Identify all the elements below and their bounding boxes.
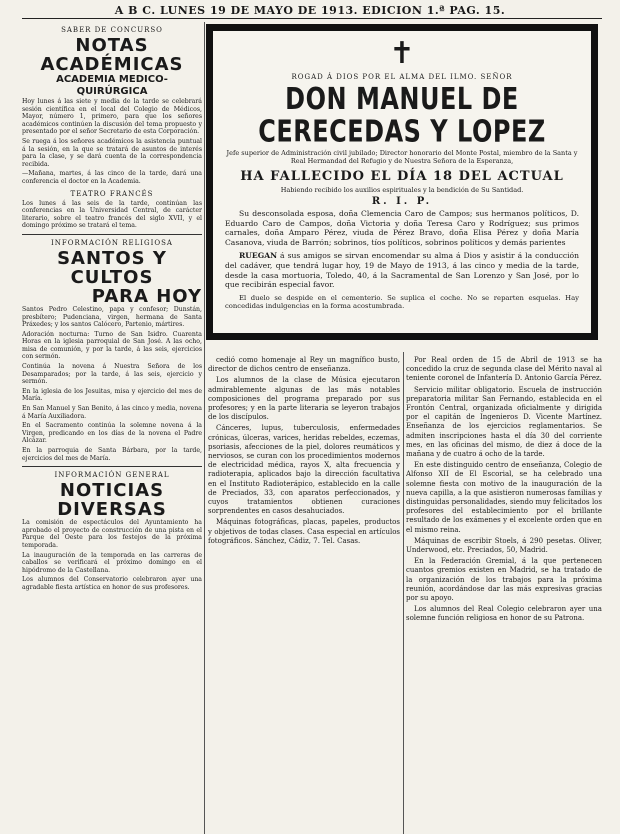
santos-heading-2: PARA HOY (91, 285, 202, 307)
column-middle (208, 356, 400, 834)
page-header: A B C. LUNES 19 DE MAYO DE 1913. EDICION 1.ª PAG. 15. (114, 4, 506, 17)
santos-paragraph-6: En el Sacramento continúa la solemne novena á la Virgen, predicando en los días de la novena el Padre Alcázar. (22, 422, 202, 445)
notice-deceased-name: DON MANUEL DE CERECEDAS Y LOPEZ (258, 81, 546, 149)
notice-rogad: ROGAD Á DIOS POR EL ALMA DEL ILMO. SEÑOR (291, 73, 513, 81)
noticias-paragraph-1: La comisión de espectáculos del Ayuntamiento ha aprobado el proyecto de construcción de una pista en el Parque del Oeste para los festejos de la próxima temporada. (22, 519, 202, 549)
col3-paragraph-1: Por Real orden de 15 de Abril de 1913 se ha concedido la cruz de segunda clase del Mérito naval al teniente coronel de Infantería D. Antonio García Pérez. (406, 356, 602, 383)
info-religiosa-heading: INFORMACIÓN RELIGIOSA (51, 238, 173, 247)
header-rule (22, 18, 602, 19)
col2-paragraph-2: Los alumnos de la clase de Música ejecutaron admirablemente algunas de las más notables composiciones del programa preparado por sus profesores; y en la parte literaria se leyeron trabajos de los discípulos. (208, 376, 400, 422)
teatro-frances-heading: TEATRO FRANCÉS (70, 189, 154, 198)
santos-paragraph-5: En San Manuel y San Benito, á las cinco y media, novena á María Auxiliadora. (22, 405, 202, 420)
notice-ruegan-paragraph (225, 251, 579, 289)
notice-ruegan-text: á sus amigos se sirvan encomendar su alma á Dios y asistir á la conducción del cadáver, que tendrá lugar hoy, 19 de Mayo de 1913, á las cinco y media de la tarde, desde la casa mortuoria, Toledo, 40, á la Sacramental de San Lorenzo y San José, por lo que recibirán especial favor. (225, 251, 579, 290)
divider (22, 234, 202, 235)
santos-paragraph-3: Continúa la novena á Nuestra Señora de los Desamparados; por la tarde, á las seis, ejercicio y sermón. (22, 363, 202, 386)
santos-paragraph-2: Adoración nocturna: Turno de San Isidro. Cuarenta Horas en la iglesia parroquial de San José. A las ocho, misa de comunión, y por la tarde, á las seis, ejercicios con sermón. (22, 330, 202, 361)
col3-paragraph-2: Servicio militar obligatorio. Escuela de instrucción preparatoria militar San Fernando, establecida en el Frontón Central, organizada oficialmente y dirigida por el capitán de Ingenieros D. Vicente Martínez. Enseñanza de los ejercicios reglamentarios. Se admiten inscripciones hasta el día 30 del corriente mes, en las oficinas del mismo, de diez á doce de la mañana y de cuatro á ocho de la tarde. (406, 385, 602, 459)
notice-fallecido: HA FALLECIDO EL DÍA 18 DEL ACTUAL (240, 169, 564, 184)
col3-paragraph-6: Los alumnos del Real Colegio celebraron ayer una solemne función religiosa en honor de su Patrona. (406, 605, 602, 623)
info-general-heading: INFORMACIÓN GENERAL (54, 471, 170, 480)
col2-paragraph-1: cedió como homenaje al Rey un magnífico busto, director de dichos centro de enseñanza. (208, 356, 400, 374)
kicker: SABER DE CONCURSO (61, 26, 163, 34)
noticias-paragraph-3: Los alumnos del Conservatorio celebraron ayer una agradable fiesta artística en honor de sus profesores. (22, 576, 202, 591)
santos-paragraph-7: En la parroquia de Santa Bárbara, por la tarde, ejercicios del mes de María. (22, 447, 202, 462)
notice-rip: R. I. P. (371, 196, 433, 207)
col3-paragraph-3: En este distinguido centro de enseñanza, Colegio de Alfonso XII de El Escorial, se ha celebrado una solemne fiesta con motivo de la inauguración de la nueva capilla, a la que asistieron numerosas familias y distinguidas personalidades, siendo muy felicitados los profesores del establecimiento por el brillante resultado de los exámenes y el excelente orden que en el mismo reina. (406, 461, 602, 534)
divider (22, 466, 202, 467)
notice-titles: Jefe superior de Administración civil jubilado; Director honorario del Monte Postal, miembro de la Santa y Real Hermandad del Refugio y de Nuestra Señora de la Esperanza, (226, 149, 578, 165)
notice-sacramentos: Habiendo recibido los auxilios espirituales y la bendición de Su Santidad. (280, 186, 524, 194)
notas-paragraph-3: —Mañana, martes, á las cinco de la tarde, dará una conferencia el doctor en la Academia. (22, 170, 202, 185)
column-rule-1 (204, 22, 205, 834)
column-left (22, 22, 202, 834)
noticias-heading: NOTICIAS DIVERSAS (57, 480, 167, 521)
column-rule-2 (403, 352, 404, 834)
santos-paragraph-4: En la iglesia de los Jesuitas, misa y ejercicio del mes de María. (22, 387, 202, 403)
col2-paragraph-4: Máquinas fotográficas, placas, papeles, productos y objetivos de todas clases. Casa especial en artículos fotográficos. Sánchez, Cádiz, 7. Tel. Casas. (208, 518, 400, 545)
notice-family: Su desconsolada esposa, doña Clemencia Caro de Campos; sus hermanos políticos, D. Eduardo Caro de Campos, doña Victoria y doña Teresa Caro y Rodríguez; sus primos carnales, doña Amparo Pérez, viuda de Pérez Bravo, doña Elisa Pérez y doña María Casanova, viuda de Barrón; sobrinos, tíos políticos, sobrinos políticos y demás parientes (225, 209, 579, 247)
notice-ruegan: RUEGAN (239, 251, 278, 261)
notice-footer: El duelo se despide en el cementerio. Se suplica el coche. No se reparten esquelas. Hay concedidas indulgencias en la forma acostumbrada. (225, 293, 579, 311)
santos-paragraph-1: Santos Pedro Celestino, papa y confesor; Dunstán, presbítero; Pudenciana, virgen, hermana de Santa Práxedes; y los santos Calócero, Partenio, mártires. (22, 305, 202, 329)
noticias-paragraph-2: La inauguración de la temporada en las carreras de caballos se verificará el próximo domingo en el hipódromo de la Castellana. (22, 551, 202, 574)
santos-heading: SANTOS Y CULTOS (57, 247, 167, 288)
notas-academicas-heading: NOTAS ACADÉMICAS (40, 35, 184, 75)
notas-paragraph-4: Los lunes á las seis de la tarde, continúan las conferencias en la Universidad Central, de carácter literario, sobre el teatro francés del siglo XVII, y el domingo próximo se tratará el tema. (22, 199, 202, 230)
col3-paragraph-5: En la Federación Gremial, á la que pertenecen cuantos gremios existen en Madrid, se ha tratado de la organización de los trabajos para la próxima reunión, acordándose dar las más expresivas gracias por su apoyo. (406, 557, 602, 603)
col3-paragraph-4: Máquinas de escribir Stoels, á 290 pesetas. Oliver, Underwood, etc. Preciados, 50, Madrid. (406, 536, 602, 555)
column-right (406, 356, 602, 834)
academia-subheading: ACADEMIA MEDICO-QUIRÚRGICA (56, 74, 168, 97)
cross-icon: ✝ (389, 36, 415, 71)
notas-paragraph-1: Hoy lunes á las siete y media de la tarde se celebrará sesión científica en el local del Colegio de Médicos, Mayor, número 1, primero, para que los señores académicos continúen la discusión del tema propuesto y presentado por el señor Secretario de esta Corporación. (22, 98, 202, 136)
death-notice (206, 24, 598, 340)
notas-paragraph-2: Se ruega á los señores académicos la asistencia puntual á la sesión, en la que se tratará de asuntos de interés para la clase, y se dará cuenta de la correspondencia recibida. (22, 137, 202, 168)
col2-paragraph-3: Cánceres, lupus, tuberculosis, enfermedades crónicas, úlceras, varices, heridas rebeldes, eczemas, psoriasis, afecciones de la piel, dolores reumáticos y nerviosos, se curan con los procedimientos modernos de electricidad médica, rayos X, alta frecuencia y radioterapia, aplicados bajo la dirección facultativa en el Instituto Radioterápico, establecido en la calle de Preciados, 33, con aparatos perfeccionados, y cuyos tratamientos obtienen curaciones sorprendentes en casos desahuciados. (208, 424, 400, 516)
